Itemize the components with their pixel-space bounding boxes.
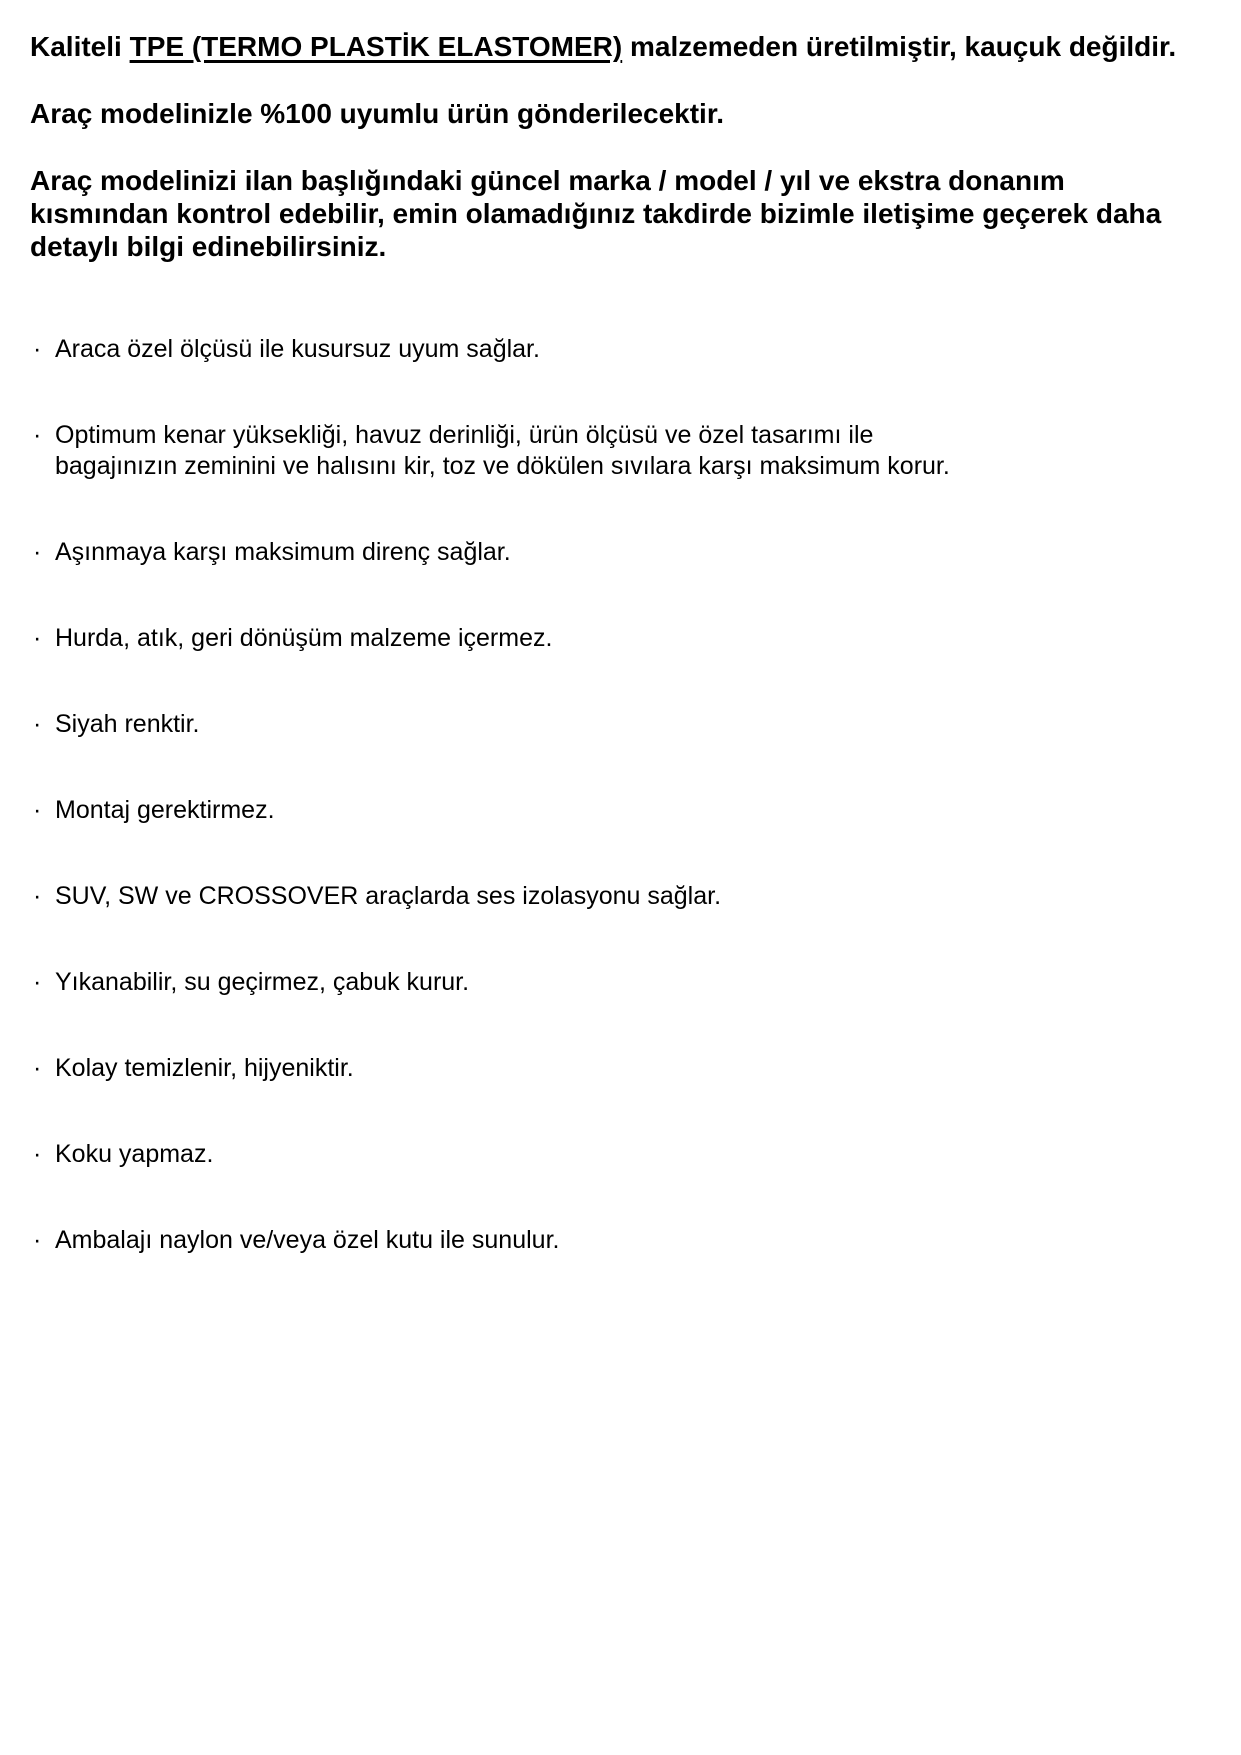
material-heading-suffix: malzemeden üretilmiştir, kauçuk değildir.	[622, 31, 1177, 62]
feature-text	[55, 1225, 1221, 1256]
feature-line: Siyah renktir.	[55, 710, 200, 738]
material-heading-underlined-term: TPE (TERMO PLASTİK ELASTOMER)	[129, 31, 623, 62]
feature-text	[55, 881, 1221, 912]
feature-item-no-recycled	[30, 623, 1221, 654]
feature-line: Aşınmaya karşı maksimum direnç sağlar.	[55, 538, 511, 566]
material-heading-prefix: Kaliteli	[30, 31, 130, 62]
bullet-marker: ·	[33, 1140, 42, 1168]
feature-item-sound-insulation	[30, 881, 1221, 912]
feature-text	[55, 709, 1221, 740]
feature-line: bagajınızın zeminini ve halısını kir, toz ve dökülen sıvılara karşı maksimum korur.	[55, 452, 950, 480]
feature-item-washable	[30, 967, 1221, 998]
feature-text	[55, 1053, 1221, 1084]
bullet-marker: ·	[33, 335, 42, 363]
bullet-marker: ·	[33, 968, 42, 996]
feature-item-fit	[30, 334, 1221, 365]
feature-line: Montaj gerektirmez.	[55, 796, 275, 824]
bullet-marker: ·	[33, 1054, 42, 1082]
feature-item-abrasion	[30, 537, 1221, 568]
feature-item-no-assembly	[30, 795, 1221, 826]
feature-line: Koku yapmaz.	[55, 1140, 214, 1168]
bullet-marker: ·	[33, 710, 42, 738]
feature-line: Araca özel ölçüsü ile kusursuz uyum sağlar.	[55, 335, 540, 363]
bullet-marker: ·	[33, 624, 42, 652]
model-check-line: detaylı bilgi edinebilirsiniz.	[30, 231, 387, 262]
bullet-marker: ·	[33, 421, 42, 449]
feature-line: SUV, SW ve CROSSOVER araçlarda ses izolasyonu sağlar.	[55, 882, 722, 910]
feature-text	[55, 537, 1221, 568]
feature-item-packaging	[30, 1225, 1221, 1256]
material-heading	[30, 30, 1221, 63]
model-check-paragraph	[30, 164, 1221, 263]
model-check-line: kısmından kontrol edebilir, emin olamadığınız takdirde bizimle iletişime geçerek daha	[30, 198, 1162, 229]
feature-text	[55, 967, 1221, 998]
feature-list	[30, 334, 1221, 1256]
feature-text	[55, 795, 1221, 826]
bullet-marker: ·	[33, 538, 42, 566]
bullet-marker: ·	[33, 796, 42, 824]
feature-item-hygienic	[30, 1053, 1221, 1084]
feature-item-odorless	[30, 1139, 1221, 1170]
feature-text	[55, 420, 1221, 482]
feature-line: Yıkanabilir, su geçirmez, çabuk kurur.	[55, 968, 470, 996]
compatibility-heading: Araç modelinizle %100 uyumlu ürün gönderilecektir.	[30, 98, 724, 129]
feature-line: Ambalajı naylon ve/veya özel kutu ile sunulur.	[55, 1226, 560, 1254]
feature-line: Hurda, atık, geri dönüşüm malzeme içermez.	[55, 624, 553, 652]
model-check-line: Araç modelinizi ilan başlığındaki güncel marka / model / yıl ve ekstra donanım	[30, 165, 1065, 196]
feature-item-protection	[30, 420, 1221, 482]
feature-text	[55, 623, 1221, 654]
feature-text	[55, 1139, 1221, 1170]
feature-item-color	[30, 709, 1221, 740]
feature-line: Optimum kenar yüksekliği, havuz derinliği, ürün ölçüsü ve özel tasarımı ile	[55, 421, 874, 449]
bullet-marker: ·	[33, 882, 42, 910]
feature-line: Kolay temizlenir, hijyeniktir.	[55, 1054, 354, 1082]
bullet-marker: ·	[33, 1226, 42, 1254]
feature-text	[55, 334, 1221, 365]
